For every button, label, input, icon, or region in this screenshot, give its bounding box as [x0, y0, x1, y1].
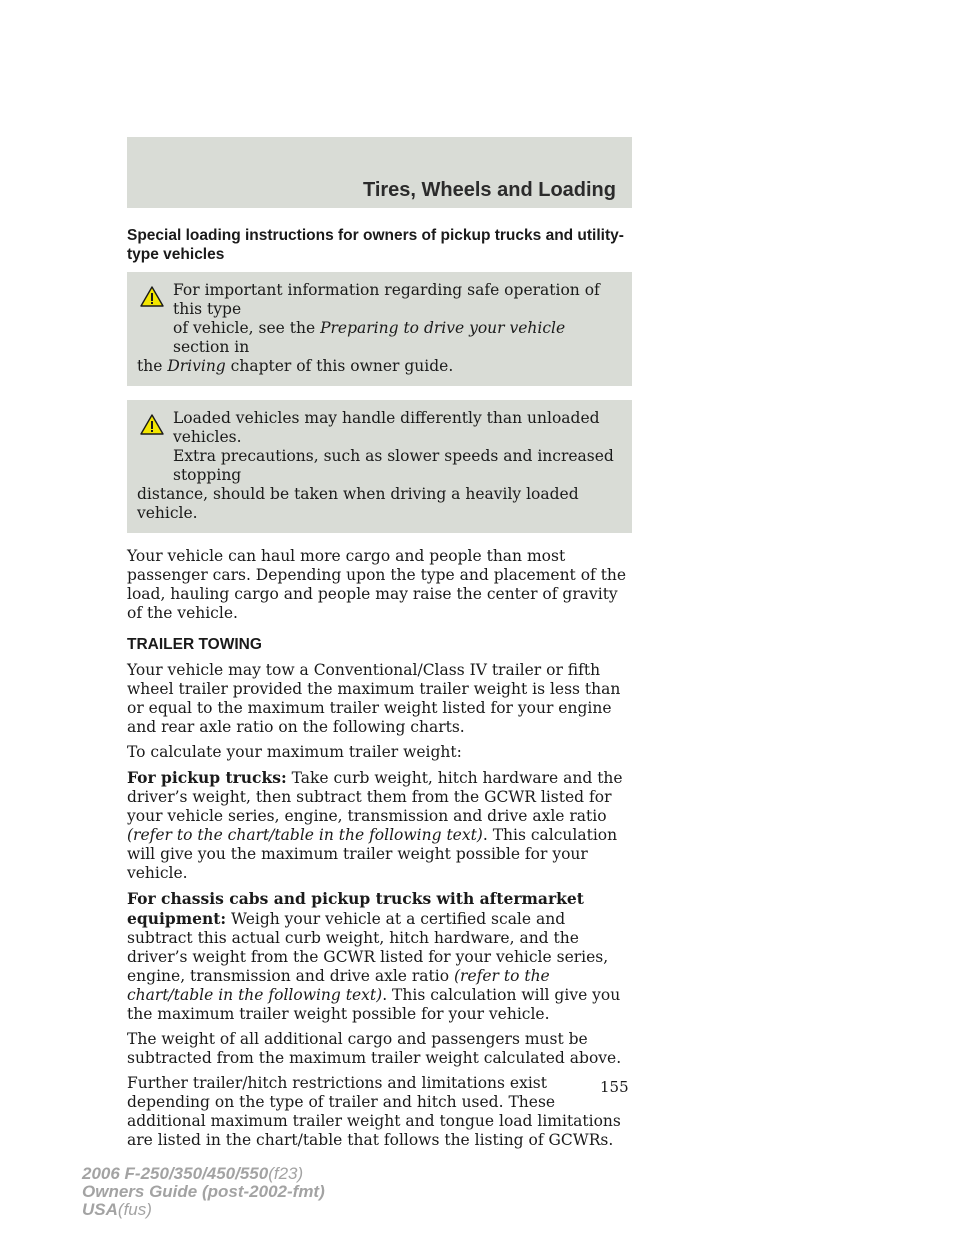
chapter-title: Tires, Wheels and Loading	[362, 179, 616, 201]
paragraph-towing: Your vehicle may tow a Conventional/Class IV trailer or fifth wheel trailer provided the maximum trailer weight is less than or equal to the maximum trailer weight listed for your engine and rear axle ratio on the following charts.	[127, 661, 621, 736]
page-number: 155	[600, 1078, 629, 1096]
footer-region: USA(fus)	[82, 1200, 152, 1219]
special-loading-heading: Special loading instructions for owners of pickup trucks and utility-type vehicles	[127, 227, 624, 263]
paragraph-restrictions: Further trailer/hitch restrictions and limitations exist depending on the type of trailer and hitch used. These additional maximum trailer weight and tongue load limitations are listed in the chart/table that follows the listing of GCWRs.	[127, 1074, 621, 1149]
warning2-line2: Extra precautions, such as slower speeds and increased stopping	[173, 447, 614, 484]
footer-model: 2006 F-250/350/450/550(f23)	[82, 1164, 304, 1183]
paragraph-pickup-trucks: For pickup trucks: Take curb weight, hitch hardware and the driver’s weight, then subtract them from the GCWR listed for your vehicle series, engine, transmission and drive axle ratio (refer to the chart/table in the following text). This calculation will give you the maximum trailer weight possible for your vehicle.	[127, 768, 623, 882]
paragraph-subtract: The weight of all additional cargo and passengers must be subtracted from the maximum trailer weight calculated above.	[127, 1030, 622, 1067]
chapter-header	[127, 137, 632, 208]
trailer-towing-heading: TRAILER TOWING	[127, 636, 262, 653]
warning-triangle-icon	[140, 286, 164, 307]
document-footer	[82, 1165, 325, 1219]
warning1-line2: of vehicle, see the Preparing to drive your vehicle section in	[173, 319, 566, 356]
warning2-line3: distance, should be taken when driving a heavily loaded vehicle.	[137, 485, 579, 522]
warning1-line3: the Driving chapter of this owner guide.	[137, 357, 454, 375]
footer-guide: Owners Guide (post-2002-fmt)	[82, 1182, 325, 1201]
warning1-line1: For important information regarding safe operation of this type	[173, 281, 600, 318]
paragraph-cargo: Your vehicle can haul more cargo and people than most passenger cars. Depending upon the type and placement of the load, hauling cargo and people may raise the center of gravity of the vehicle.	[127, 547, 627, 622]
warning-box-safe-operation	[127, 272, 632, 386]
warning-triangle-icon	[140, 414, 164, 435]
warning-box-loaded-vehicles	[127, 400, 632, 533]
paragraph-chassis-cabs: For chassis cabs and pickup trucks with aftermarket equipment: Weigh your vehicle at a certified scale and subtract this actual curb weight, hitch hardware, and the driver’s weight from the GCWR listed for your vehicle series, engine, transmission and drive axle ratio (refer to the chart/table in the following text). This calculation will give you the maximum trailer weight possible for your vehicle.	[127, 889, 621, 1023]
paragraph-calculate: To calculate your maximum trailer weight:	[127, 743, 462, 761]
warning2-line1: Loaded vehicles may handle differently than unloaded vehicles.	[173, 409, 600, 446]
page-content	[127, 220, 632, 1156]
